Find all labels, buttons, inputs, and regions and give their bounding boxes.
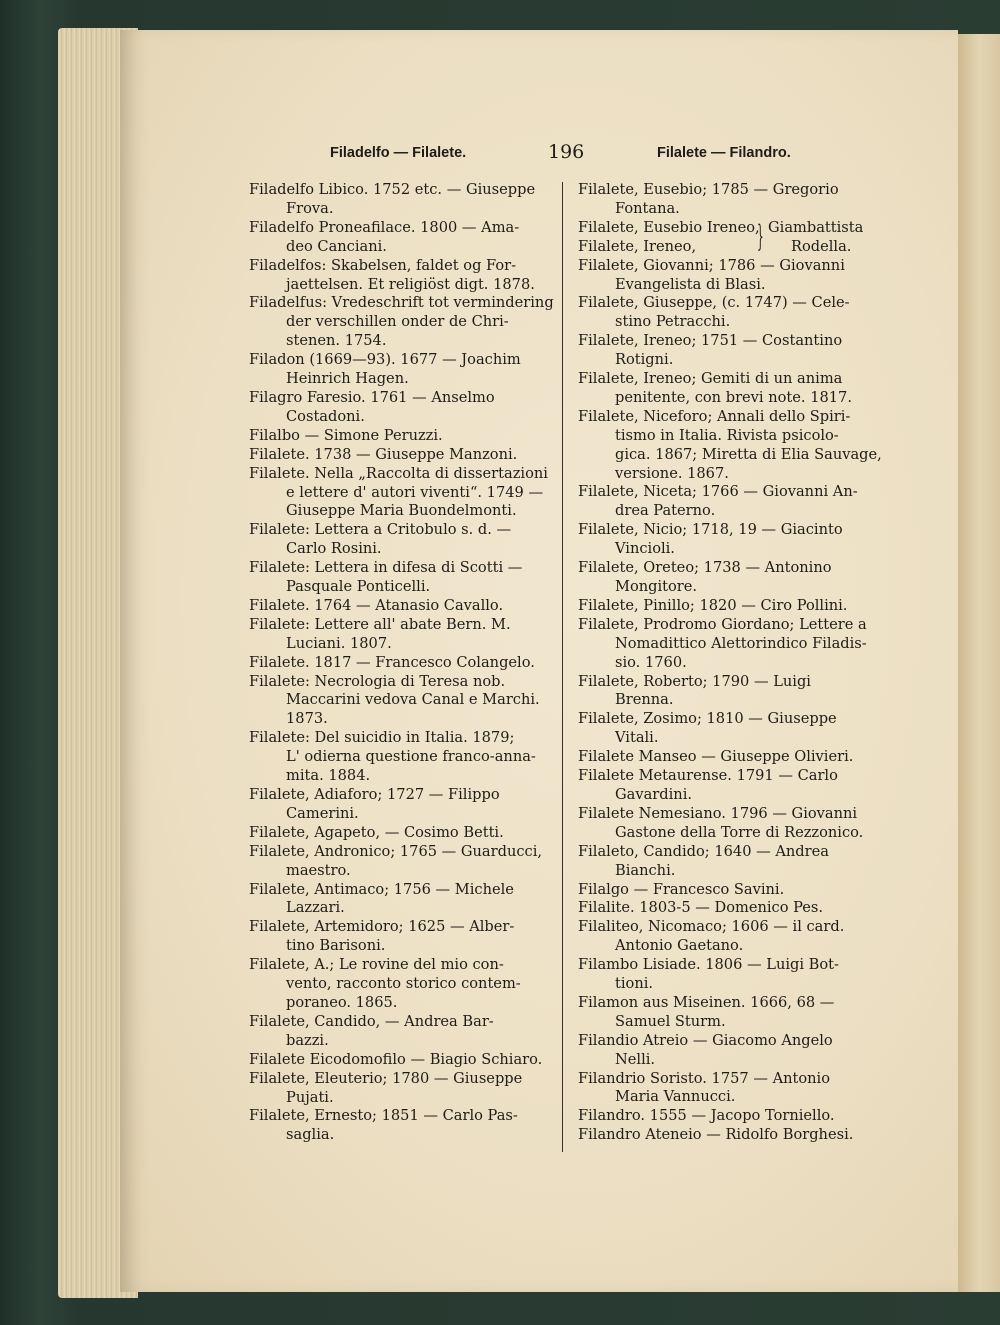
index-entry	[578, 918, 876, 956]
entry-line: Rodella.	[791, 237, 852, 255]
index-entry	[249, 956, 545, 1013]
index-entry	[249, 257, 545, 295]
entry-line: deo Canciani.	[286, 237, 387, 255]
entry-line: Filalete: Lettera a Critobulo s. d. —	[249, 521, 512, 539]
entry-line: tismo in Italia. Rivista psicolo-	[615, 426, 839, 444]
entry-line: Filalete: Lettere all' abate Bern. M.	[249, 615, 511, 633]
entry-line: Giambattista	[768, 218, 864, 236]
entry-line: Filalete, Andronico; 1765 — Guarducci,	[249, 842, 543, 860]
index-entry	[249, 294, 554, 351]
index-entry	[249, 1013, 545, 1051]
entry-line: Filadelfo Libico. 1752 etc. — Giuseppe	[249, 181, 536, 198]
header-right: Filalete — Filandro.	[657, 145, 791, 161]
entry-line: Vitali.	[615, 729, 659, 747]
entry-line: Filaleto, Candido; 1640 — Andrea	[578, 842, 829, 860]
entry-line: maestro.	[286, 861, 351, 879]
index-entry	[578, 257, 876, 295]
entry-line: Filalete. 1738 — Giuseppe Manzoni.	[249, 445, 518, 463]
entry-line: Costadoni.	[286, 407, 365, 425]
entry-line: Filalete. Nella „Raccolta di dissertazioni	[249, 464, 548, 482]
index-entry	[249, 427, 545, 446]
entry-line: Filalete, Ireneo; Gemiti di un anima	[578, 370, 843, 388]
entry-line: poraneo. 1865.	[286, 993, 398, 1011]
entry-line: Filadelfo Proneafilace. 1800 — Ama-	[249, 218, 520, 236]
entry-line: Filalete, Eleuterio; 1780 — Giuseppe	[249, 1069, 523, 1087]
entry-line: Filalete: Del suicidio in Italia. 1879;	[249, 729, 515, 747]
index-entry	[249, 181, 545, 219]
entry-line: Filalete, Oreteo; 1738 — Antonino	[578, 559, 832, 577]
entry-line: versione. 1867.	[615, 464, 729, 482]
entry-line: Rotigni.	[615, 351, 674, 369]
entry-line: Filandro. 1555 — Jacopo Torniello.	[578, 1107, 835, 1125]
entry-line: Evangelista di Blasi.	[615, 275, 766, 293]
entry-line: Filalete, Giovanni; 1786 — Giovanni	[578, 256, 845, 274]
entry-line: L' odierna questione franco-anna-	[286, 748, 536, 766]
entry-line: Filalete Nemesiano. 1796 — Giovanni	[578, 804, 858, 822]
entry-line: Fontana.	[615, 199, 680, 217]
index-entry	[249, 654, 545, 673]
entry-line: tioni.	[615, 975, 654, 993]
entry-line: Filaliteo, Nicomaco; 1606 — il card.	[578, 918, 845, 936]
index-entry	[578, 899, 876, 918]
entry-line: tino Barisoni.	[286, 937, 386, 955]
index-entry	[578, 1107, 876, 1126]
entry-line: Filalete, Pinillo; 1820 — Ciro Pollini.	[578, 596, 848, 614]
index-entry	[249, 881, 545, 919]
entry-line: Filalete: Lettera in difesa di Scotti —	[249, 559, 523, 577]
page-number: 196	[548, 141, 585, 163]
entry-line: Filandio Atreio — Giacomo Angelo	[578, 1031, 833, 1049]
entry-line: Filalete, Agapeto, — Cosimo Betti.	[249, 823, 504, 841]
entry-line: Nomadittico Alettorindico Filadis-	[615, 634, 867, 652]
index-entry	[578, 843, 876, 881]
entry-line: Brenna.	[615, 691, 674, 709]
index-entry	[578, 294, 876, 332]
entry-line: drea Paterno.	[615, 502, 716, 520]
entry-line: Pasquale Ponticelli.	[286, 578, 431, 596]
entry-line: Filamon aus Miseinen. 1666, 68 —	[578, 993, 835, 1011]
entry-line: Filalete. 1817 — Francesco Colangelo.	[249, 653, 535, 671]
entry-line: saglia.	[286, 1126, 335, 1144]
index-entry	[249, 597, 545, 616]
index-entry	[249, 1107, 545, 1145]
entry-line: Filalbo — Simone Peruzzi.	[249, 426, 443, 444]
index-entry	[249, 389, 545, 427]
entry-line: Carlo Rosini.	[286, 540, 382, 558]
entry-line: Filalete Eicodomofilo — Biagio Schiaro.	[249, 1050, 543, 1068]
index-entry	[578, 332, 876, 370]
entry-line: Filalete, Niceforo; Annali dello Spiri-	[578, 407, 851, 425]
entry-line: Filalete, Eusebio Ireneo,	[578, 218, 760, 236]
entry-line: jaettelsen. Et religiöst digt. 1878.	[286, 275, 535, 293]
entry-line: Heinrich Hagen.	[286, 370, 409, 388]
index-entry	[249, 219, 545, 257]
entry-line: Filalete, Candido, — Andrea Bar-	[249, 1012, 494, 1030]
index-entry	[578, 521, 876, 559]
entry-line: Nelli.	[615, 1050, 656, 1068]
entry-line: penitente, con brevi note. 1817.	[615, 388, 852, 406]
entry-line: Filalete, Prodromo Giordano; Lettere a	[578, 615, 867, 633]
entry-line: Filalete. 1764 — Atanasio Cavallo.	[249, 596, 504, 614]
index-entry	[578, 673, 876, 711]
entry-line: sio. 1760.	[615, 653, 687, 671]
entry-line: Lazzari.	[286, 899, 345, 917]
brace-icon: }	[757, 218, 764, 254]
index-entry	[249, 616, 545, 654]
entry-line: Filalite. 1803-5 — Domenico Pes.	[578, 899, 824, 917]
entry-line: Filalete, Ernesto; 1851 — Carlo Pas-	[249, 1107, 518, 1125]
index-entry	[249, 1051, 545, 1070]
index-entry	[249, 464, 548, 522]
entry-line: Filalete, Zosimo; 1810 — Giuseppe	[578, 710, 837, 728]
entry-line: Bianchi.	[615, 861, 676, 879]
entry-line: Camerini.	[286, 804, 359, 822]
bracketed-entry	[578, 219, 876, 257]
entry-line: Filalete, Adiaforo; 1727 — Filippo	[249, 786, 500, 803]
entry-line: Maccarini vedova Canal e Marchi.	[286, 691, 540, 709]
index-entry	[578, 559, 876, 597]
entry-line: Filalete, Antimaco; 1756 — Michele	[249, 880, 514, 898]
entry-line: Filadelfos: Skabelsen, faldet og For-	[249, 256, 517, 274]
index-entry	[249, 446, 545, 465]
entry-line: Filalete, Artemidoro; 1625 — Alber-	[249, 918, 515, 936]
index-entry	[578, 616, 876, 673]
index-entry	[249, 843, 545, 881]
entry-line: Luciani. 1807.	[286, 634, 392, 652]
index-entry	[578, 1032, 876, 1070]
index-entry	[578, 710, 876, 748]
entry-line: Mongitore.	[615, 578, 698, 596]
entry-line: Antonio Gaetano.	[615, 937, 744, 955]
entry-line: Filalete, Roberto; 1790 — Luigi	[578, 672, 811, 690]
entry-line: Filandro Ateneio — Ridolfo Borghesi.	[578, 1126, 854, 1144]
entry-line: Filadon (1669—93). 1677 — Joachim	[249, 351, 521, 369]
index-entry	[249, 1070, 545, 1108]
index-entry	[578, 483, 876, 521]
entry-line: Filalete, A.; Le rovine del mio con-	[249, 956, 504, 974]
entry-line: Vincioli.	[615, 540, 675, 558]
entry-line: Samuel Sturm.	[615, 1012, 726, 1030]
entry-line: Filalete: Necrologia di Teresa nob.	[249, 672, 506, 690]
entry-line: Maria Vannucci.	[615, 1088, 736, 1106]
index-entry	[578, 1070, 876, 1108]
entry-line: Filalete, Ireneo; 1751 — Costantino	[578, 332, 843, 350]
index-entry	[249, 729, 545, 786]
index-entry	[578, 805, 876, 843]
index-entry	[578, 181, 876, 219]
entry-line: gica. 1867; Miretta di Elia Sauvage,	[615, 445, 882, 463]
entry-line: Filalete, Giuseppe, (c. 1747) — Cele-	[578, 294, 850, 312]
index-entry	[249, 918, 545, 956]
index-entry	[578, 767, 876, 805]
entry-line: Filandrio Soristo. 1757 — Antonio	[578, 1069, 831, 1087]
index-entry	[578, 881, 876, 900]
entry-line: Giuseppe Maria Buondelmonti.	[286, 502, 517, 520]
entry-line: bazzi.	[286, 1031, 329, 1049]
index-entry	[578, 748, 876, 767]
header-left: Filadelfo — Filalete.	[330, 145, 467, 161]
index-entry	[249, 824, 545, 843]
entry-line: Filalete, Eusebio; 1785 — Gregorio	[578, 181, 839, 198]
index-entry	[578, 1126, 876, 1145]
index-entry	[578, 956, 876, 994]
entry-line: stenen. 1754.	[286, 332, 387, 350]
entry-line: Frova.	[286, 199, 334, 217]
column-divider	[562, 182, 563, 1152]
entry-line: Filalete, Ireneo,	[578, 237, 697, 255]
entry-line: Filalete, Niceta; 1766 — Giovanni An-	[578, 483, 858, 501]
entry-line: e lettere d' autori viventi“. 1749 —	[286, 483, 544, 501]
entry-line: Gavardini.	[615, 785, 692, 803]
index-entry	[249, 786, 545, 824]
index-entry	[249, 351, 545, 389]
entry-line: Filalete Manseo — Giuseppe Olivieri.	[578, 748, 854, 766]
entry-line: vento, racconto storico contem-	[286, 975, 521, 993]
entry-line: 1873.	[286, 710, 328, 728]
entry-line: der verschillen onder de Chri-	[286, 313, 509, 331]
running-header	[250, 141, 880, 169]
entry-line: mita. 1884.	[286, 767, 371, 785]
index-entry	[578, 370, 876, 408]
right-column	[578, 181, 882, 1145]
index-entry	[578, 597, 876, 616]
index-entry	[249, 521, 545, 559]
entry-line: Pujati.	[286, 1088, 334, 1106]
entry-line: stino Petracchi.	[615, 313, 731, 331]
entry-line: Filalgo — Francesco Savini.	[578, 880, 785, 898]
index-entry	[249, 673, 545, 730]
entry-line: Filalete, Nicio; 1718, 19 — Giacinto	[578, 521, 843, 539]
entry-line: Filadelfus: Vredeschrift tot vermindering	[249, 294, 554, 312]
entry-line: Filalete Metaurense. 1791 — Carlo	[578, 767, 838, 785]
index-entry	[578, 407, 882, 484]
index-entry	[249, 559, 545, 597]
next-page-edge	[958, 34, 1000, 1292]
index-entry	[578, 994, 876, 1032]
left-column	[249, 181, 554, 1145]
entry-line: Filambo Lisiade. 1806 — Luigi Bot-	[578, 956, 839, 974]
entry-line: Filagro Faresio. 1761 — Anselmo	[249, 388, 495, 406]
entry-line: Gastone della Torre di Rezzonico.	[615, 823, 864, 841]
